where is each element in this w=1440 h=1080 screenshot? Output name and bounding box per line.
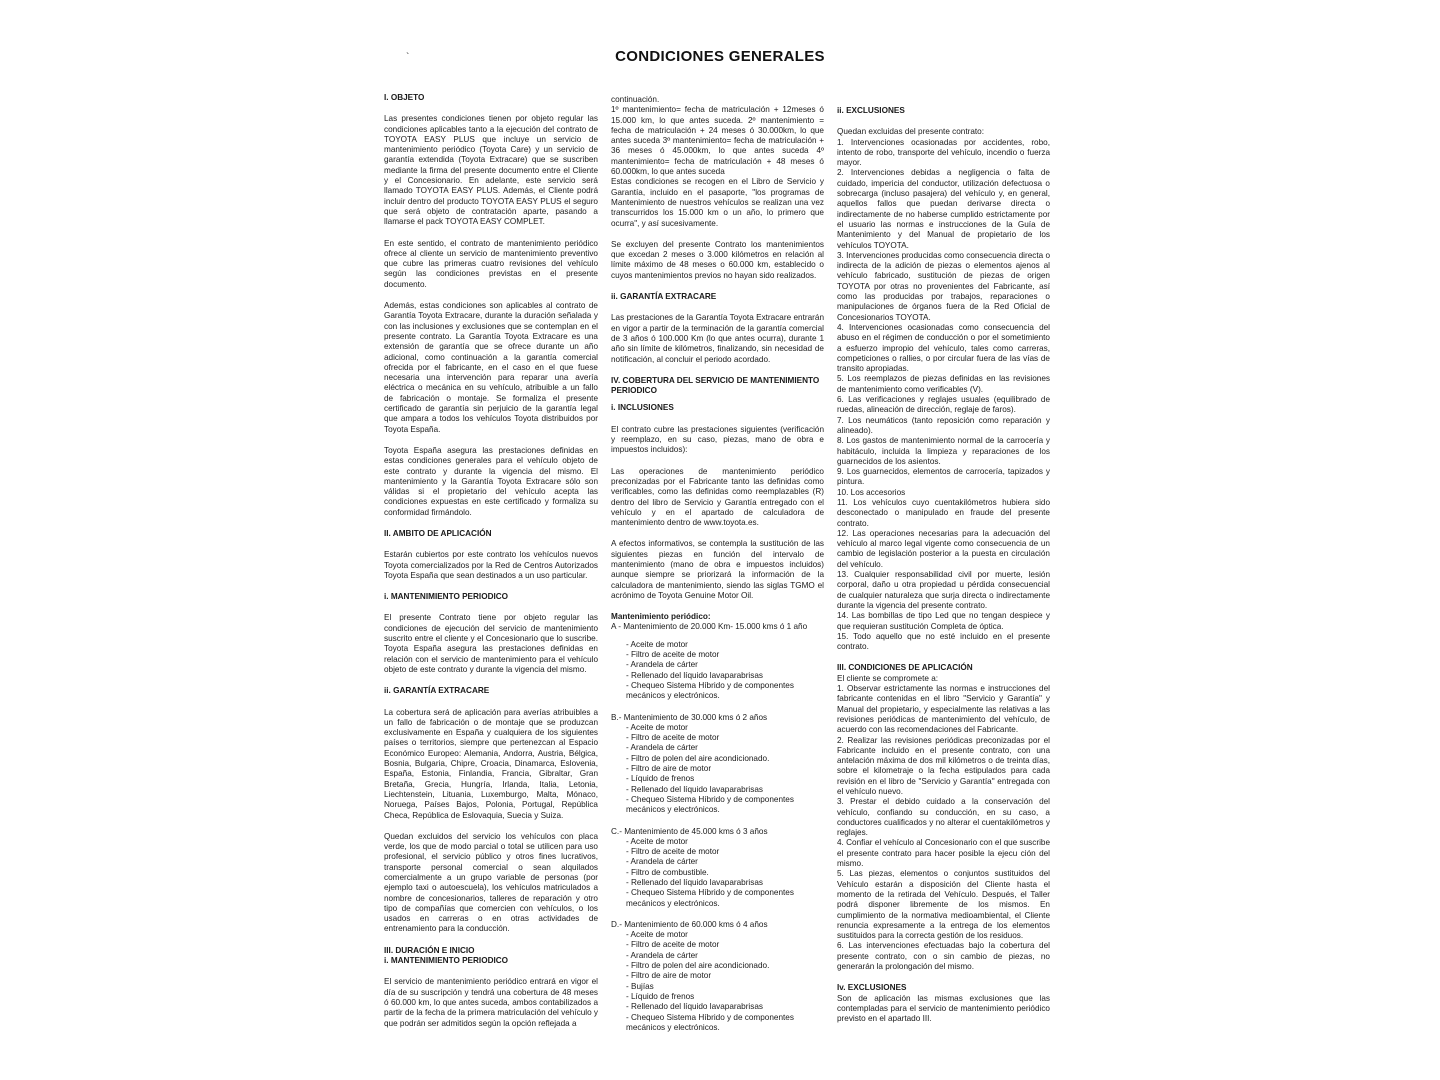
list-item: 11. Los vehículos cuyo cuentakilómetros hubiera sido desconectado o manipulado en fraude del presente contrato. (837, 497, 1050, 528)
list-heading: Mantenimiento periódico: (611, 612, 711, 622)
list-item: 1. Observar estrictamente las normas e instrucciones del fabricante contenidas en el libro "Servicio y Garantía" y Manual del propietario, y especialmente las relativas a las revisiones periódicas de mantenimiento del vehículo, de acuerdo con las recomendaciones del Fabricante. (837, 684, 1050, 735)
list-item: 14. Las bombillas de tipo Led que no tengan despiece y que requieran sustitución Completa de óptica. (837, 611, 1050, 631)
column-1 (384, 93, 598, 1029)
list-item: - Filtro de aceite de motor (626, 940, 720, 950)
list-item: 9. Los guarnecidos, elementos de carrocería, tapizados y pintura. (837, 467, 1050, 487)
list-item: 13. Cualquier responsabilidad civil por muerte, lesión corporal, daño u otra propiedad u pérdida consecuencial de cualquier naturaleza que surja directa o indirectamente durante la vigencia del presente contrato. (837, 570, 1050, 610)
list-heading: D.- Mantenimiento de 60.000 kms ó 4 años (611, 919, 768, 929)
list-item: - Rellenado del líquido lavaparabrisas (626, 1002, 763, 1012)
paragraph: El presente Contrato tiene por objeto regular las condiciones de ejecución del servicio de mantenimiento suscrito entre el cliente y el Concesionario que lo suscribe. Toyota España asegura las prestaciones definidas en relación con el servicio de mantenimiento para el vehículo objeto de este contrato y durante la vigencia del mismo. (384, 613, 598, 674)
list-item: 3. Intervenciones producidas como consecuencia directa o indirecta de la adición de piezas o elementos ajenos al vehículo fabricado, sustitución de piezas de origen TOYOTA por otras no provenientes del Fabricante, así como las producidas por trabajos, reparaciones o manipulaciones de órganos fuera de la Red Oficial de Concesionarios TOYOTA. (837, 250, 1050, 322)
maintenance-list-d (611, 930, 824, 1033)
list-item: - Filtro de combustible. (626, 867, 709, 877)
paragraph: Las presentes condiciones tienen por objeto regular las condiciones aplicables tanto a la ejecución del contrato de TOYOTA EASY PLUS que incluye un servicio de mantenimiento periódico (Toyota Care) y un servicio de garantía extendida (Toyota Extracare) que se suscriben mediante la firma del presente documento entre el Cliente y el Concesionario. En adelante, este servicio será llamado TOYOTA EASY PLUS. Además, el Cliente podrá incluir dentro del producto TOYOTA EASY PLUS el seguro que será objeto de contratación aparte, pasando a llamarse el pack TOYOTA EASY COMPLET. (384, 114, 598, 227)
list-item: 6. Las verificaciones y reglajes usuales (equilibrado de ruedas, alineación de dirección, reglaje de faros). (837, 395, 1050, 415)
list-heading: C.- Mantenimiento de 45.000 kms ó 3 años (611, 826, 768, 836)
list-item: - Rellenado del líquido lavaparabrisas (626, 784, 763, 794)
list-item: 12. Las operaciones necesarias para la adecuación del vehículo al marco legal vigente como consecuencia de un cambio de legislación posterior a la puesta en circulación del vehículo. (837, 528, 1050, 569)
section-heading: Iv. EXCLUSIONES (837, 983, 907, 993)
list-item: 5. Las piezas, elementos o conjuntos sustituidos del Vehículo estarán a disposición del Cliente hasta el momento de la retirada del Vehículo. Después, el Taller podrá disponer libremente de los mismos. En cumplimiento de la normativa medioambiental, el Cliente renuncia expresamente a la entrega de los elementos sustituidos para la correcta gestión de los residuos. (837, 869, 1050, 941)
list-item: - Rellenado del líquido lavaparabrisas (626, 878, 763, 887)
list-item: - Arandela de cárter (626, 950, 698, 960)
section-heading: III. DURACIÓN E INICIO (384, 945, 475, 955)
list-item: - Chequeo Sistema Híbrido y de componentes mecánicos y electrónicos. (626, 794, 794, 815)
paragraph: Son de aplicación las mismas exclusiones que las contempladas para el servicio de mantenimiento periódico previsto en el apartado III. (837, 993, 1050, 1024)
list-item: 15. Todo aquello que no esté incluido en el presente contrato. (837, 631, 1050, 652)
paragraph: A efectos informativos, se contempla la sustitución de las siguientes piezas en función del intervalo de mantenimiento (mano de obra e impuestos incluidos) aunque siempre se priorizará la información de la calculadora de mantenimiento, siendo las siglas TGMO el acrónimo de Toyota Genuine Motor Oil. (611, 539, 824, 600)
maintenance-list-a (611, 640, 824, 702)
paragraph: La cobertura será de aplicación para averías atribuibles a un fallo de fabricación o de montaje que se produzcan exclusivamente en España y cualquiera de los siguientes países o territorios, siempre que pertenezcan al Espacio Económico Europeo: Alemania, Andorra, Austria, Bélgica, Bosnia, Bulgaria, Chipre, Croacia, Dinamarca, Eslovenia, España, Estonia, Finlandia, Francia, Gibraltar, Gran Bretaña, Grecia, Hungría, Irlanda, Italia, Letonia, Liechtenstein, Lituania, Luxemburgo, Malta, Mónaco, Noruega, Países Bajos, Polonia, Portugal, República Checa, República de Eslovaquia, Suecia y Suiza. (384, 707, 598, 820)
paragraph: Las operaciones de mantenimiento periódico preconizadas por el Fabricante tanto las definidas como verificables, como las definidas como reemplazables (R) dentro del libro de Servicio y Garantía entregado con el vehículo y en el apartado de calculadora de mantenimiento dentro de www.toyota.es. (611, 466, 824, 528)
list-heading: B.- Mantenimiento de 30.000 kms ó 2 años (611, 712, 768, 722)
list-item: - Chequeo Sistema Híbrido y de componentes mecánicos y electrónicos. (626, 1012, 794, 1032)
list-item: - Aceite de motor (626, 722, 688, 732)
paragraph: El contrato cubre las prestaciones siguientes (verificación y reemplazo, en su caso, piezas, mano de obra e impuestos incluidos): (611, 424, 824, 455)
page-title: CONDICIONES GENERALES (615, 48, 825, 65)
list-item: - Aceite de motor (626, 930, 688, 940)
list-item: - Líquido de frenos (626, 991, 695, 1001)
scan-mark: ` (406, 52, 410, 63)
column-3 (837, 106, 1050, 1025)
paragraph: En este sentido, el contrato de mantenimiento periódico ofrece al cliente un servicio de mantenimiento preventivo que cubre las primeras cuatro revisiones del vehículo según las condiciones previstas en el presente documento. (384, 238, 598, 289)
list-item: - Líquido de frenos (626, 774, 695, 784)
section-heading: IV. COBERTURA DEL SERVICIO DE MANTENIMIENTO PERIODICO (611, 375, 820, 396)
paragraph: continuación. 1º mantenimiento= fecha de matriculación + 12meses ó 15.000 km, lo que antes suceda. 2º mantenimiento = fecha de matriculación + 24 meses ó 30.000km, lo que antes suceda 3º mantenimiento= fecha de matriculación + 36 meses ó 45.000km, lo que antes suceda 4º mantenimiento= fecha de matriculación + 48 meses ó 60.000km, lo que antes suceda Estas condiciones se recogen en el Libro de Servicio y Garantía, incluido en el pasaporte, "los programas de Mantenimiento de nuestros vehículos se realizan una vez transcurridos los 15.000 km o un año, lo primero que ocurra", y así sucesivamente. (611, 95, 824, 228)
list-item: 3. Prestar el debido cuidado a la conservación del vehículo, confiando su conducción, en su caso, a conductores cualificados y no alterar el cuentakilómetros y reglajes. (837, 797, 1050, 838)
list-heading: A - Mantenimiento de 20.000 Km- 15.000 kms ó 1 año (611, 622, 808, 632)
list-item: - Filtro de polen del aire acondicionado. (626, 961, 770, 971)
exclusions-list (837, 138, 1050, 653)
paragraph: Quedan excluidas del presente contrato: (837, 127, 985, 137)
section-heading: ii. EXCLUSIONES (837, 106, 905, 115)
section-heading: II. AMBITO DE APLICACIÓN (384, 528, 492, 538)
paragraph: Quedan excluidos del servicio los vehículos con placa verde, los que de modo parcial o total se utilicen para uso profesional, el servicio público y otros fines lucrativos, transporte personal comercial o sean alquilados comercialmente a un grupo variable de personas (por ejemplo taxi o autoescuela), los vehículos matriculados a nombre de concesionarios, talleres de reparación y otro tipo de compañías que comercien con vehículos, o los usados en carreras o en otras actividades de entrenamiento para la conducción. (384, 831, 598, 934)
list-item: 10. Los accesorios (837, 487, 906, 497)
list-item: - Arandela de cárter (626, 857, 698, 867)
list-item: - Arandela de cárter (626, 660, 698, 670)
list-item: 4. Intervenciones ocasionadas como consecuencia del abuso en el régimen de conducción o por el sometimiento a esfuerzo impropio del vehículo, tales como carreras, competiciones o rallies, o por circular fuera de las vías de transito apropiadas. (837, 322, 1050, 374)
list-item: 1. Intervenciones ocasionadas por accidentes, robo, intento de robo, transporte del vehículo, incendio o fuerza mayor. (837, 137, 1050, 168)
list-item: - Filtro de polen del aire acondicionado. (626, 753, 770, 763)
maintenance-list-c (611, 837, 824, 909)
list-item: 6. Las intervenciones efectuadas bajo la cobertura del presente contrato, con o sin cambio de piezas, no generarán la prolongación del mismo. (837, 941, 1050, 972)
list-item: 5. Los reemplazos de piezas definidas en las revisiones de mantenimiento como verificables (V). (837, 374, 1050, 394)
paragraph: Además, estas condiciones son aplicables al contrato de Garantía Toyota Extracare, durante la duración señalada y con las inclusiones y exclusiones que se contemplan en el presente contrato. La Garantía Toyota Extracare es una extensión de garantía que se ofrece durante un año adicional, como continuación a la garantía comercial ofrecida por el fabricante, en el caso en el que fuese necesaria una intervención para reparar una avería eléctrica o mecánica en su vehículo, atribuible a un fallo de fabricación o montaje. Se formaliza el presente certificado de garantía sin perjuicio de la garantía legal que ampara a todos los vehículos Toyota distribuidos por Toyota España. (384, 301, 598, 434)
paragraph: El cliente se compromete a: (837, 673, 939, 683)
list-item: - Bujías (626, 981, 654, 991)
section-heading: III. CONDICIONES DE APLICACIÓN (837, 663, 973, 673)
section-heading: i. MANTENIMIENTO PERIODICO (384, 592, 509, 602)
list-item: 2. Intervenciones debidas a negligencia o falta de cuidado, impericia del conductor, utilización defectuosa o sobrecarga (incluso pasajera) del vehículo y, en general, aquellos fallos que puedan derivarse directa o indirectamente de no haberse cumplido estrictamente por el usuario las normas e instrucciones de la Guía de Mantenimiento y del Manual de propietario de los vehículos TOYOTA. (837, 168, 1050, 250)
paragraph: El servicio de mantenimiento periódico entrará en vigor el día de su suscripción y tendrá una cobertura de 48 meses ó 60.000 km, lo que antes suceda, ambos contabilizados a partir de la fecha de la primera matriculación del vehículo y que podrán ser admitidos según la opción reflejada a (384, 977, 598, 1028)
list-item: - Filtro de aceite de motor (626, 847, 720, 857)
list-item: - Filtro de aceite de motor (626, 733, 720, 743)
list-item: 7. Los neumáticos (tanto reposición como reparación y alineado). (837, 415, 1050, 435)
maintenance-list-b (611, 723, 824, 816)
paragraph: Las prestaciones de la Garantía Toyota Extracare entrarán en vigor a partir de la terminación de la garantía comercial de 3 años ó 100.000 Km (lo que antes ocurra), durante 1 año sin límite de kilómetros, finalizando, sin necesidad de notificación, al concluir el periodo acordado. (611, 313, 824, 364)
list-item: - Aceite de motor (626, 836, 688, 846)
list-item: - Chequeo Sistema Híbrido y de componentes mecánicos y electrónicos. (626, 888, 794, 908)
paragraph: Estarán cubiertos por este contrato los vehículos nuevos Toyota comercializados por la Red de Centros Autorizados Toyota España que sean destinados a un uso particular. (384, 550, 598, 580)
section-heading: ii. GARANTÍA EXTRACARE (611, 292, 717, 302)
list-item: - Aceite de motor (626, 639, 688, 649)
list-item: 2. Realizar las revisiones periódicas preconizadas por el Fabricante incluido en el presente contrato, con una antelación máxima de dos mil kilómetros o de treinta días, sobre el kilometraje o la fecha estipulados para cada revisión en el libro de "Servicio y Garantía" entregada con el vehículo nuevo. (837, 735, 1050, 796)
section-heading: ii. GARANTÍA EXTRACARE (384, 686, 490, 696)
paragraph: Se excluyen del presente Contrato los mantenimientos que excedan 2 meses o 3.000 kilómetros en relación al límite máximo de 48 meses o 60.000 km, establecido o cuyos mantenimientos previos no hayan sido realizados. (611, 239, 824, 280)
list-item: - Filtro de aire de motor (626, 971, 712, 981)
column-2 (611, 95, 824, 1033)
list-item: - Chequeo Sistema Híbrido y de componentes mecánicos y electrónicos. (626, 680, 794, 701)
list-item: 8. Los gastos de mantenimiento normal de la carrocería y habitáculo, incluida la limpieza y reparaciones de los guarnecidos de los asientos. (837, 436, 1050, 466)
section-heading: i. INCLUSIONES (611, 403, 674, 413)
list-item: 4. Confiar el vehículo al Concesionario con el que suscribe el presente contrato para hacer posible la ejecu ción del mismo. (837, 838, 1050, 869)
section-heading: i. MANTENIMIENTO PERIODICO (384, 956, 509, 966)
list-item: - Rellenado del líquido lavaparabrisas (626, 670, 763, 680)
list-item: - Filtro de aceite de motor (626, 650, 720, 660)
list-item: - Filtro de aire de motor (626, 764, 712, 774)
conditions-list (837, 684, 1050, 972)
list-item: - Arandela de cárter (626, 743, 698, 753)
paragraph: Toyota España asegura las prestaciones definidas en estas condiciones generales para el vehículo objeto de este contrato y durante la vigencia del mismo. El mantenimiento y la Garantía Toyota Extracare sólo son válidas si el propietario del vehículo acepta las condiciones expuestas en este certificado y formaliza su conformidad firmándolo. (384, 445, 598, 517)
section-heading: I. OBJETO (384, 93, 425, 102)
